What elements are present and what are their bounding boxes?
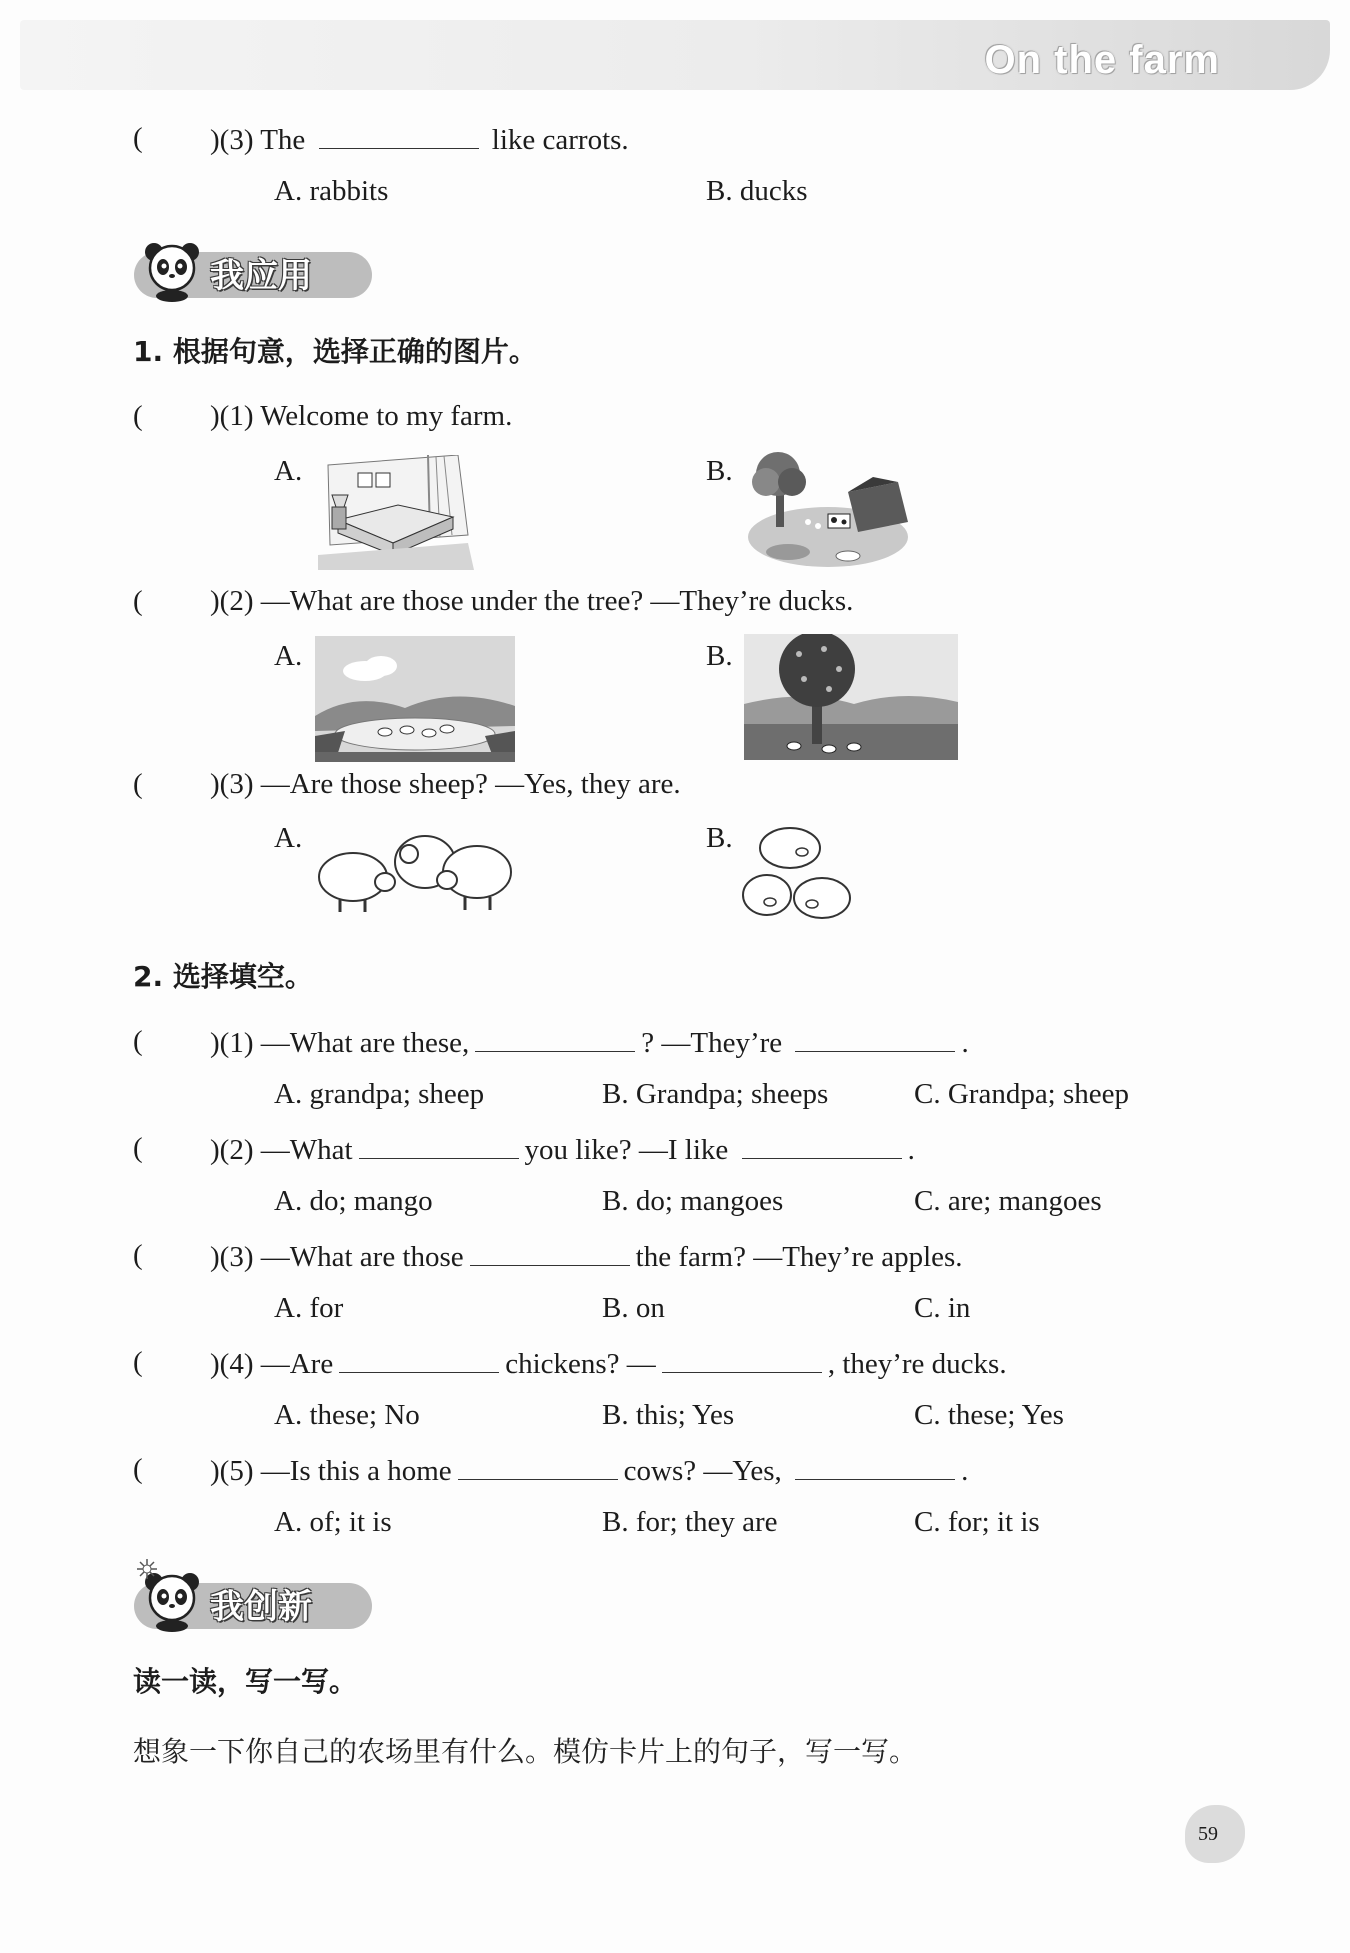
- answer-paren-open: (: [133, 1239, 143, 1271]
- section-title-create: 我创新: [210, 1587, 312, 1627]
- question-number: )(1): [210, 400, 254, 432]
- answer-paren-open: (: [133, 768, 143, 800]
- tree-ducks-image[interactable]: [744, 634, 958, 760]
- question-number: )(3): [210, 768, 254, 800]
- answer-blank[interactable]: [662, 1346, 822, 1373]
- question-text: cows? —Yes,: [623, 1455, 782, 1487]
- answer-blank[interactable]: [319, 122, 479, 149]
- option-b-label: B.: [706, 822, 733, 854]
- option-b: B. this; Yes: [602, 1399, 735, 1431]
- question-number: )(4): [210, 1348, 254, 1380]
- answer-paren-open: (: [133, 1025, 143, 1057]
- option-a-label: A.: [274, 640, 303, 672]
- part3-instruction: 想象一下你自己的农场里有什么。模仿卡片上的句子，写一写。: [133, 1735, 918, 1768]
- answer-paren-open: (: [133, 400, 143, 432]
- answer-blank[interactable]: [470, 1239, 630, 1266]
- farm-image[interactable]: [748, 452, 910, 574]
- question-line: [210, 1453, 968, 1488]
- question-text: , they’re ducks.: [827, 1348, 1007, 1380]
- question-line: [210, 1346, 1007, 1381]
- option-b: B. do; mangoes: [602, 1185, 784, 1217]
- question-line: [210, 400, 512, 433]
- option-c: C. these; Yes: [914, 1399, 1064, 1431]
- question-number: )(2): [210, 1134, 254, 1166]
- question-text: —What are those: [260, 1241, 464, 1273]
- page-number: 59: [1198, 1823, 1218, 1845]
- question-number: )(3) The: [210, 124, 306, 156]
- option-b-label: B.: [706, 455, 733, 487]
- answer-blank[interactable]: [795, 1025, 955, 1052]
- part3-heading: 读一读，写一写。: [133, 1665, 358, 1698]
- question-text: .: [961, 1455, 969, 1487]
- option-b: B. ducks: [706, 175, 808, 207]
- question-text: —What: [260, 1134, 353, 1166]
- answer-blank[interactable]: [475, 1025, 635, 1052]
- answer-blank[interactable]: [795, 1453, 955, 1480]
- question-text: Welcome to my farm.: [260, 400, 513, 432]
- question-number: )(2): [210, 585, 254, 617]
- answer-paren-open: (: [133, 1346, 143, 1378]
- question-line: [210, 1025, 969, 1060]
- option-a: A. of; it is: [274, 1506, 392, 1538]
- question-number: )(1): [210, 1027, 254, 1059]
- option-a: A. these; No: [274, 1399, 420, 1431]
- answer-blank[interactable]: [359, 1132, 519, 1159]
- question-line: [210, 585, 853, 618]
- question-text: —What are those under the tree? —They’re ducks.: [260, 585, 854, 617]
- bedroom-image[interactable]: [318, 455, 474, 570]
- question-text: like carrots.: [491, 124, 629, 156]
- option-c: C. Grandpa; sheep: [914, 1078, 1130, 1110]
- question-text: .: [907, 1134, 915, 1166]
- answer-blank[interactable]: [742, 1132, 902, 1159]
- question-text: chickens? —: [505, 1348, 656, 1380]
- question-text: —What are these,: [260, 1027, 470, 1059]
- option-a: A. do; mango: [274, 1185, 433, 1217]
- question-number: )(3): [210, 1241, 254, 1273]
- sheep-image[interactable]: [315, 822, 515, 917]
- option-b-label: B.: [706, 640, 733, 672]
- part2-heading: 2. 选择填空。: [133, 960, 313, 993]
- answer-paren-open: (: [133, 1132, 143, 1164]
- answer-paren-open: (: [133, 122, 143, 154]
- question-line: [210, 1239, 963, 1274]
- option-b: B. Grandpa; sheeps: [602, 1078, 829, 1110]
- sparkle-icon: [136, 1558, 158, 1580]
- option-b: B. for; they are: [602, 1506, 778, 1538]
- option-a: A. grandpa; sheep: [274, 1078, 485, 1110]
- option-a: A. for: [274, 1292, 344, 1324]
- answer-blank[interactable]: [339, 1346, 499, 1373]
- option-a-label: A.: [274, 455, 303, 487]
- question-text: the farm? —They’re apples.: [635, 1241, 963, 1273]
- option-a-label: A.: [274, 822, 303, 854]
- question-line: [210, 1132, 915, 1167]
- question-text: —Are those sheep? —Yes, they are.: [260, 768, 681, 800]
- section-title-apply: 我应用: [210, 256, 312, 296]
- question-number: )(5): [210, 1455, 254, 1487]
- option-c: C. for; it is: [914, 1506, 1040, 1538]
- option-c: C. are; mangoes: [914, 1185, 1102, 1217]
- option-a: A. rabbits: [274, 175, 389, 207]
- panda-icon: [140, 238, 204, 302]
- option-c: C. in: [914, 1292, 971, 1324]
- pigs-image[interactable]: [742, 820, 857, 925]
- header-title: On the farm: [984, 38, 1220, 82]
- question-text: ? —They’re: [641, 1027, 783, 1059]
- question-line: [210, 768, 681, 801]
- answer-blank[interactable]: [458, 1453, 618, 1480]
- pond-ducks-image[interactable]: [315, 636, 515, 762]
- answer-paren-open: (: [133, 585, 143, 617]
- answer-paren-open: (: [133, 1453, 143, 1485]
- question-text: .: [961, 1027, 969, 1059]
- option-b: B. on: [602, 1292, 665, 1324]
- question-text: —Are: [260, 1348, 334, 1380]
- question-line: [210, 122, 629, 157]
- part1-heading: 1. 根据句意，选择正确的图片。: [133, 335, 537, 368]
- question-text: you like? —I like: [524, 1134, 729, 1166]
- question-text: —Is this a home: [260, 1455, 452, 1487]
